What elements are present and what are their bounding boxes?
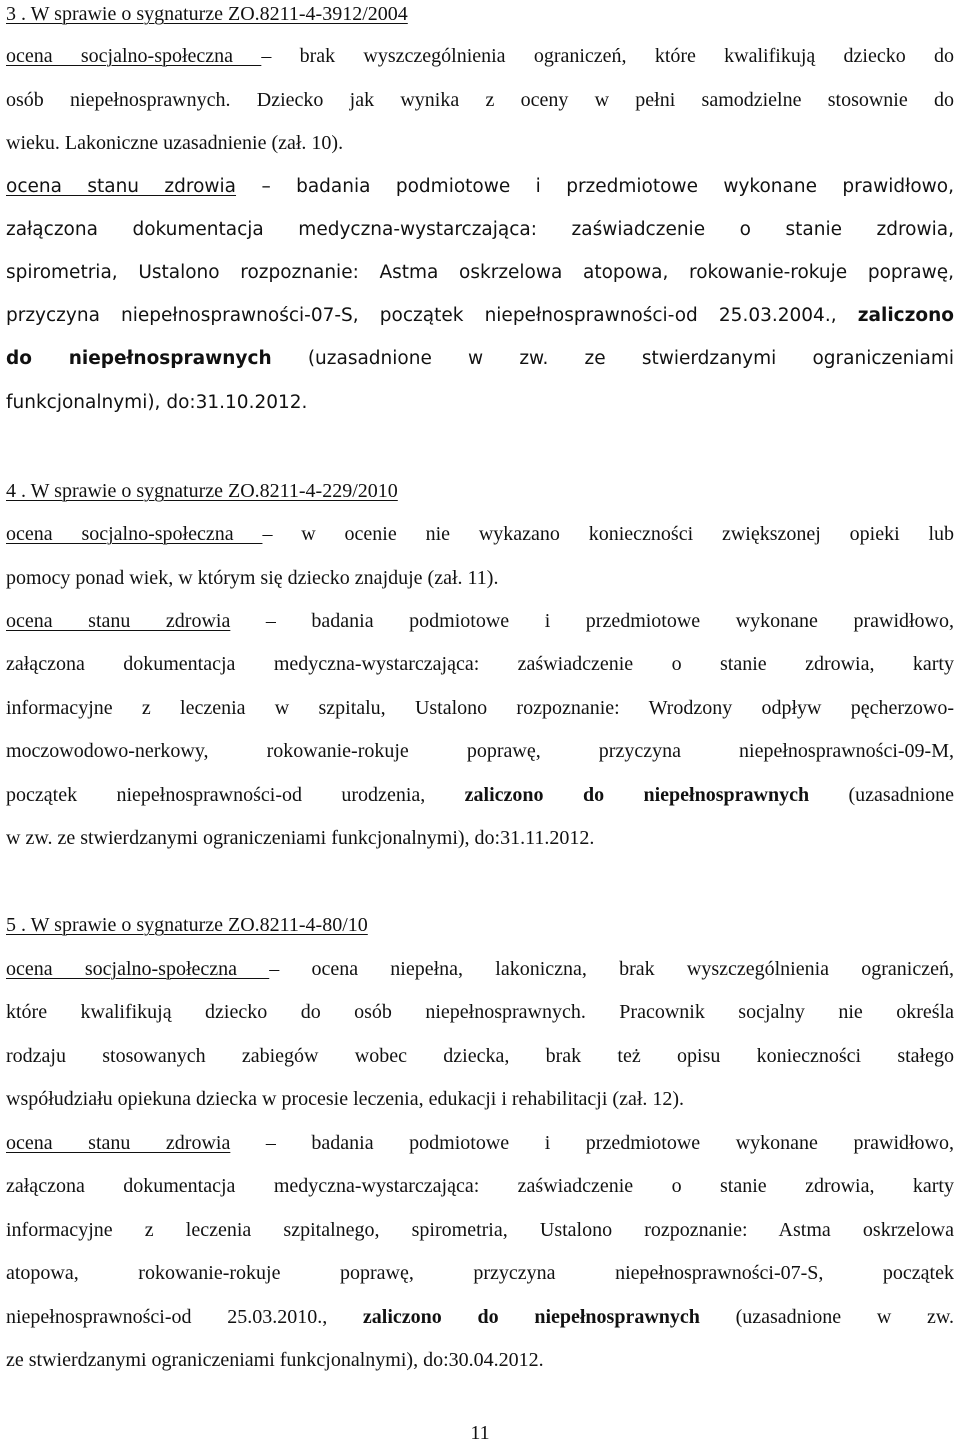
section-3-health-line-1: ocena stanu zdrowia – badania podmiotowe i przedmiotowe wykonane prawidłowo, <box>6 176 954 197</box>
section-5-health-line-2: załączona dokumentacja medyczna-wystarczająca: zaświadczenie o stanie zdrowia, karty <box>6 1175 954 1197</box>
section-5-health-line-1: ocena stanu zdrowia – badania podmiotowe i przedmiotowe wykonane prawidłowo, <box>6 1132 955 1154</box>
section-5-health-line-5: niepełnosprawności-od 25.03.2010., zaliczono do niepełnosprawnych (uzasadnione w zw. <box>6 1306 954 1328</box>
section-3-health-line-2: załączona dokumentacja medyczna-wystarczająca: zaświadczenie o stanie zdrowia, <box>6 219 954 240</box>
section-5-social-line-3: rodzaju stosowanych zabiegów wobec dziecka, brak też opisu konieczności stałego <box>6 1045 954 1067</box>
section-3-health-line-5: do niepełnosprawnych (uzasadnione w zw. ze stwierdzanymi ograniczeniami <box>6 348 954 369</box>
section-3-social-line-1: ocena socjalno-społeczna – brak wyszczególnienia ograniczeń, które kwalifikują dziecko do <box>6 45 954 67</box>
section-3-social-line-3: wieku. Lakoniczne uzasadnienie (zał. 10). <box>6 132 344 154</box>
section-5-health-line-6: ze stwierdzanymi ograniczeniami funkcjonalnymi), do:30.04.2012. <box>6 1349 544 1371</box>
section-5-health-line-3: informacyjne z leczenia szpitalnego, spirometria, Ustalono rozpoznanie: Astma oskrzelowa <box>6 1219 954 1241</box>
section-4-health-line-3: informacyjne z leczenia w szpitalu, Ustalono rozpoznanie: Wrodzony odpływ pęcherzowo- <box>6 697 954 719</box>
section-4-health-line-6: w zw. ze stwierdzanymi ograniczeniami funkcjonalnymi), do:31.11.2012. <box>6 827 595 849</box>
section-5-social-line-4: współudziału opiekuna dziecka w procesie leczenia, edukacji i rehabilitacji (zał. 12). <box>6 1088 685 1110</box>
page-number: 11 <box>470 1422 490 1444</box>
section-4-health-line-4: moczowodowo-nerkowy, rokowanie-rokuje poprawę, przyczyna niepełnosprawności-09-M, <box>6 740 954 762</box>
section-3-health-line-4: przyczyna niepełnosprawności-07-S, początek niepełnosprawności-od 25.03.2004., zaliczono <box>6 305 954 326</box>
section-5-social-line-1: ocena socjalno-społeczna – ocena niepełna, lakoniczna, brak wyszczególnienia ograniczeń, <box>6 958 954 980</box>
section-4-health-line-1: ocena stanu zdrowia – badania podmiotowe i przedmiotowe wykonane prawidłowo, <box>6 610 955 632</box>
section-3-health-line-3: spirometria, Ustalono rozpoznanie: Astma oskrzelowa atopowa, rokowanie-rokuje poprawę, <box>6 262 954 283</box>
section-3-social-line-2: osób niepełnosprawnych. Dziecko jak wynika z oceny w pełni samodzielne stosownie do <box>6 89 954 111</box>
section-4-social-line-1: ocena socjalno-społeczna – w ocenie nie wykazano konieczności zwiększonej opieki lub <box>6 523 955 545</box>
section-4-health-line-2: załączona dokumentacja medyczna-wystarczająca: zaświadczenie o stanie zdrowia, karty <box>6 653 954 675</box>
section-3-heading: 3 . W sprawie o sygnaturze ZO.8211-4-3912/2004 <box>6 3 408 25</box>
section-5-health-line-4: atopowa, rokowanie-rokuje poprawę, przyczyna niepełnosprawności-07-S, początek <box>6 1262 954 1284</box>
section-4-heading: 4 . W sprawie o sygnaturze ZO.8211-4-229/2010 <box>6 480 398 502</box>
section-5-heading: 5 . W sprawie o sygnaturze ZO.8211-4-80/10 <box>6 914 368 936</box>
section-4-social-line-2: pomocy ponad wiek, w którym się dziecko znajduje (zał. 11). <box>6 567 499 589</box>
section-4-health-line-5: początek niepełnosprawności-od urodzenia, zaliczono do niepełnosprawnych (uzasadnione <box>6 784 955 806</box>
section-5-social-line-2: które kwalifikują dziecko do osób niepełnosprawnych. Pracownik socjalny nie określa <box>6 1001 954 1023</box>
section-3-health-line-6: funkcjonalnymi), do:31.10.2012. <box>6 392 308 413</box>
